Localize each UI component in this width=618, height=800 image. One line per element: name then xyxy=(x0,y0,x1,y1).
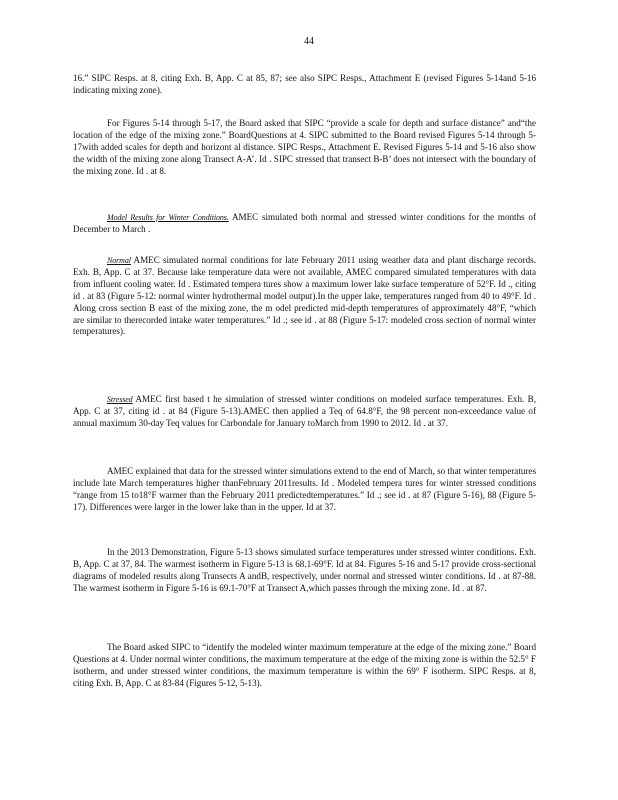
subheading-normal: Normal xyxy=(107,256,131,265)
subheading-stressed: Stressed xyxy=(107,395,133,404)
paragraph-7 xyxy=(73,547,536,595)
paragraph-3 xyxy=(73,212,536,236)
paragraph-1 xyxy=(73,73,536,97)
paragraph-2 xyxy=(73,118,536,178)
paragraph-8 xyxy=(73,642,536,690)
page-number: 44 xyxy=(304,36,314,47)
paragraph-4 xyxy=(73,255,536,338)
paragraph-2-text: For Figures 5-14 through 5-17, the Board asked that SIPC “provide a scale for depth and surface distance” and“the location of the edge of the mixing zone.” BoardQuestions at 4. SIPC submitted to the Board revised Figures 5-14 through 5-17with added scales for depth and horizont al distance. SIPC Resps., Attachment E. Revised Figures 5-14 and 5-16 also show the width of the mixing zone along Transect A-A’. Id . SIPC stressed that transect B-B’ does not intersect with the boundary of the mixing zone. Id . at 8. xyxy=(73,118,536,176)
paragraph-7-text: In the 2013 Demonstration, Figure 5-13 shows simulated surface temperatures under stressed winter conditions. Exh. B, App. C at 37, 84. The warmest isotherm in Figure 5-13 is 68.1-69°F. Id at 84. Figures 5-16 and 5-17 provide cross-sectional diagrams of modeled results along Transects A andB, respectively, under normal and stressed winter conditions. Id . at 87-88. The warmest isotherm in Figure 5-16 is 69.1-70°F at Transect A,which passes through the mixing zone. Id . at 87. xyxy=(73,547,536,593)
paragraph-5-text: AMEC first based t he simulation of stressed winter conditions on modeled surface temperatures. Exh. B, App. C at 37, citing id . at 84 (Figure 5-13).AMEC then applied a Teq of 64.8°F, the 98 percent non-exceedance value of annual maximum 30-day Teq values for Carbondale for January toMarch from 1990 to 2012. Id . at 37. xyxy=(73,394,536,428)
paragraph-1-text: 16.” SIPC Resps. at 8, citing Exh. B, App. C at 85, 87; see also SIPC Resps., Attachment E (revised Figures 5-14and 5-16 indicating mixing zone). xyxy=(73,73,536,95)
paragraph-6 xyxy=(73,466,536,514)
section-heading-winter-conditions: Model Results for Winter Conditions. xyxy=(107,213,229,222)
paragraph-4-text: AMEC simulated normal conditions for late February 2011 using weather data and plant discharge records. Exh. B, App. C at 37. Because lake temperature data were not available, AMEC compared simulated temperatures with data from influent cooling water. Id . Estimated tempera tures show a maximum lower lake surface temperature of 52°F. Id ., citing id . at 83 (Figure 5-12: normal winter hydrothermal model output).In the upper lake, temperatures ranged from 40 to 49°F. Id . Along cross section B east of the mixing zone, the m odel predicted mid-depth temperatures of approximately 48°F, “which are similar to therecorded intake water temperatures.” Id .; see id . at 88 (Figure 5-17: modeled cross section of normal winter temperatures). xyxy=(73,255,536,337)
paragraph-5 xyxy=(73,394,536,430)
paragraph-8-text: The Board asked SIPC to “identify the modeled winter maximum temperature at the edge of the mixing zone.” Board Questions at 4. Under normal winter conditions, the maximum temperature at the edge of the mixing zone is within the 52.5° F isotherm, and under stressed winter conditions, the maximum temperature is within the 69° F isotherm. SIPC Resps. at 8, citing Exh. B, App. C at 83-84 (Figures 5-12, 5-13). xyxy=(73,642,536,688)
paragraph-6-text: AMEC explained that data for the stressed winter simulations extend to the end of March, so that winter temperatures include late March temperatures higher thanFebruary 2011results. Id . Modeled tempera tures for winter stressed conditions “range from 15 to18°F warmer than the February 2011 predictedtemperatures.” Id .; see id . at 87 (Figure 5-16), 88 (Figure 5-17). Differences were larger in the lower lake than in the upper. Id at 37. xyxy=(73,466,536,512)
paragraph-3-text: AMEC simulated both normal and stressed winter conditions for the months of December to March . xyxy=(73,212,536,234)
